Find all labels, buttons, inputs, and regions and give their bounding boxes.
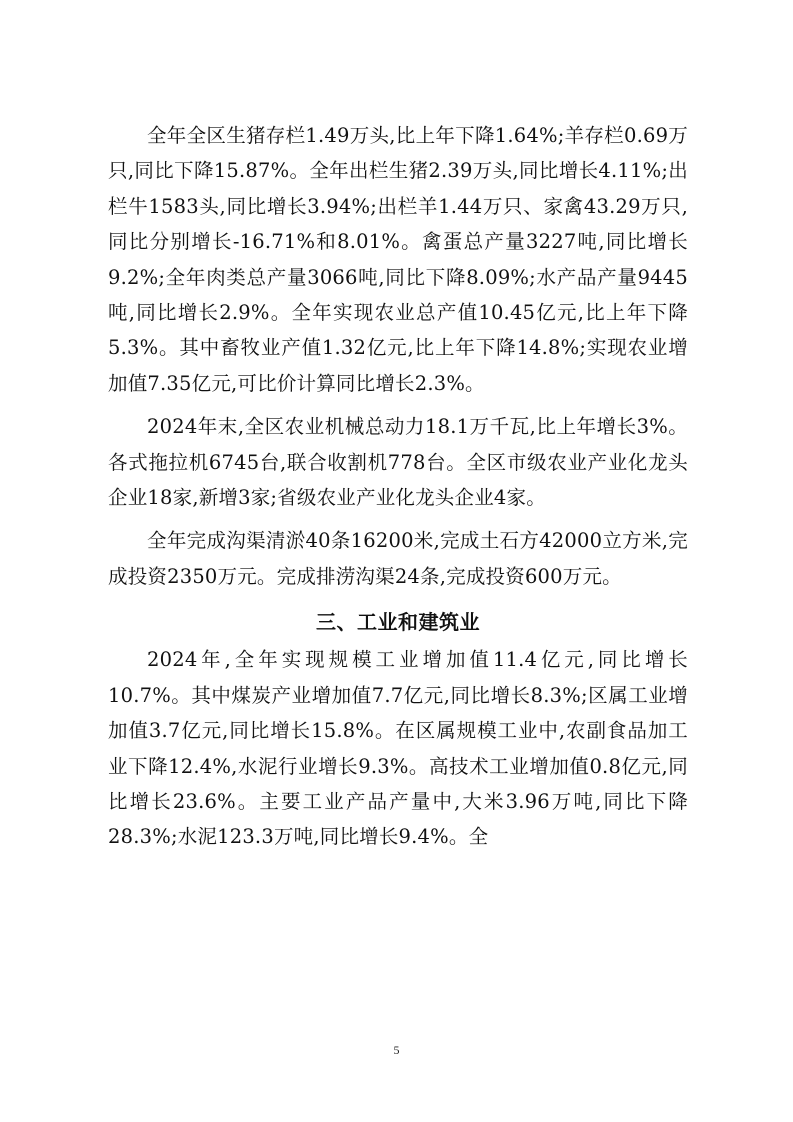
- page-number: 5: [393, 1043, 400, 1057]
- document-body: [108, 118, 688, 863]
- paragraph-livestock: 全年全区生猪存栏1.49万头,比上年下降1.64%;羊存栏0.69万只,同比下降15.87%。全年出栏生猪2.39万头,同比增长4.11%;出栏牛1583头,同比增长3.94%;出栏羊1.44万只、家禽43.29万只,同比分别增长-16.71%和8.01%。禽蛋总产量3227吨,同比增长9.2%;全年肉类总产量3066吨,同比下降8.09%;水产品产量9445吨,同比增长2.9%。全年实现农业总产值10.45亿元,比上年下降5.3%。其中畜牧业产值1.32亿元,比上年下降14.8%;实现农业增加值7.35亿元,可比价计算同比增长2.3%。: [108, 124, 688, 395]
- paragraph-industry: 2024年,全年实现规模工业增加值11.4亿元,同比增长10.7%。其中煤炭产业增加值7.7亿元,同比增长8.3%;区属工业增加值3.7亿元,同比增长15.8%。在区属规模工业中,农副食品加工业下降12.4%,水泥行业增长9.3%。高技术工业增加值0.8亿元,同比增长23.6%。主要工业产品产量中,大米3.96万吨,同比下降28.3%;水泥123.3万吨,同比增长9.4%。全: [108, 648, 688, 849]
- paragraph-agri-machinery: 2024年末,全区农业机械总动力18.1万千瓦,比上年增长3%。各式拖拉机6745台,联合收割机778台。全区市级农业产业化龙头企业18家,新增3家;省级农业产业化龙头企业4家。: [108, 415, 688, 510]
- paragraph-irrigation: 全年完成沟渠清淤40条16200米,完成土石方42000立方米,完成投资2350万元。完成排涝沟渠24条,完成投资600万元。: [108, 529, 688, 588]
- section-heading-industry: 三、工业和建筑业: [316, 610, 480, 635]
